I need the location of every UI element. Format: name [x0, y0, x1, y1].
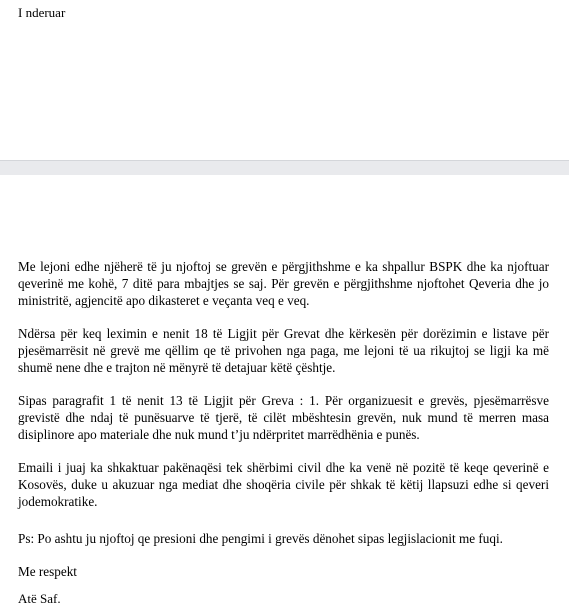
salutation: I nderuar — [18, 5, 66, 20]
letter-body — [18, 258, 549, 596]
document-page-1 — [0, 0, 569, 160]
postscript: Ps: Po ashtu ju njoftoj qe presioni dhe pengimi i grevës dënohet sipas legjislacionit me fuqi. — [18, 531, 503, 546]
paragraph-email-complaint: Emaili i juaj ka shkaktuar pakënaqësi tek shërbimi civil dhe ka venë në pozitë të keqe qeverinë e Kosovës, duke u akuzuar nga mediat dhe shoqëria civile për shkak të këtij llapsuzi edhe si qeveri jodemokratike. — [18, 460, 549, 509]
paragraph-strike-notice: Me lejoni edhe njëherë të ju njoftoj se grevën e përgjithshme e ka shpallur BSPK dhe ka njoftuar qeverinë me kohë, 7 ditë para mbajtjes se saj. Për grevën e përgjithshme njoftohet Qeveria dhe jo ministritë, agjencitë apo dikasteret e veçanta veq e veq. — [18, 259, 549, 308]
signature-name: Atë Saf. — [18, 591, 61, 606]
paragraph-article-18: Ndërsa për keq leximin e nenit 18 të Ligjit për Grevat dhe kërkesën për dorëzimin e listave për pjesëmarrësit në grevë me qëllim qe të privohen nga paga, me lejoni të ua rikujtoj se ligji ka më shumë nene dhe e trajton në mënyrë të detajuar këtë çështje. — [18, 326, 549, 375]
paragraph-article-13: Sipas paragrafit 1 të nenit 13 të Ligjit për Greva : 1. Për organizuesit e grevës, pjesëmarrësve grevistë dhe ndaj të punësuarve të tjerë, të cilët mbështesin grevën, nuk mund të merren masa disiplinore apo materiale dhe nuk mund t’ju ndërpritet marrëdhënia e punës. — [18, 393, 549, 442]
closing: Me respekt — [18, 564, 77, 579]
page-break-gap — [0, 160, 569, 176]
